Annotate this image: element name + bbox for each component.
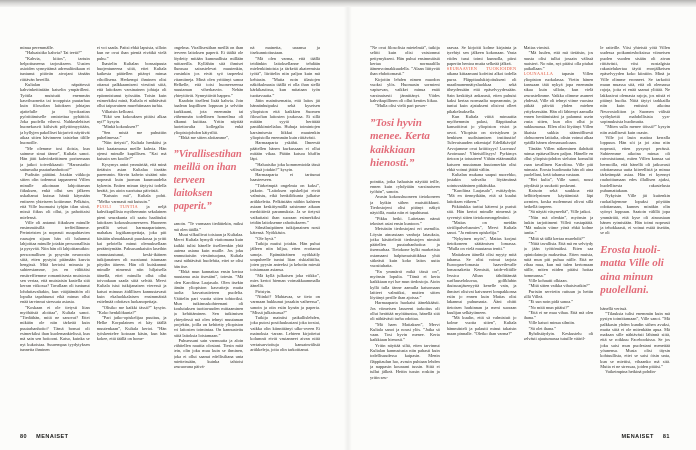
paragraph: ”Niitä tavallisia. Että mä en selviydy ja jään työttömäksi. Etten saa opintolainoja maksettua. Etten muista, mitä mun piti puhua niille. Että ne vihaa mua, kun mä tulen kertomaan niille, miten niiden pitäisi hoitaa hommansa.” — [523, 240, 594, 278]
paragraph: ”Koskaan ei ole tietysti liian myöhäistä aloittaa”, Kultala sanoi. ”Tiedäthän, mitä ne sanovat? Ettei mikään ole niin tärkeää kuin puutarhanhoito? Tämä bonsai oli esimerkiksi ihan kuolemankielissä, kun mä sain sen hoitooni. Katso, kuinka se nyt kukoistaa. Suurempaa tyydytyksen tunnetta ihminen — [20, 304, 90, 352]
right-column-1 — [370, 45, 440, 421]
paragraph: ei voi saada. Paitsi ehkä lapsista, silloin kun ne ovat ihan pieniä eivätkä vielä puhu.” — [96, 45, 167, 61]
paragraph: Avasin kokoushuoneen tietokoneen ja kytkin siihen muistitikkuni. Tiedostojeni olisi pitänyt näkyä näytöllä, mutta niin ei tapahtunut. — [370, 194, 440, 216]
paragraph: ”Mä olen varma, että täällä teidänkin laitoksellanne tehdään mielenkiintoista ja tärkeää akateemista työtä”, liirittelin niin paljon kuin mä kehtasin. ”Mutta noin tilastojen näkökulmasta täällä ei olla ihan siellä kärkikastissa, kun mitataan työn tuottavuutta.” — [250, 55, 320, 98]
right-column-1-top-text — [370, 45, 440, 109]
paragraph: raavaa. Se kirjoitti kolme kirjainta ja tyrehtyi sen jälkeen kokonaan. Vasta viides tussi toimi kunnolla, piirsi paperiin hentoa mutta selkeää jälkeä. — [446, 45, 517, 66]
left-column-4 — [250, 45, 320, 421]
paragraph: Ryhdistäydyin. Keskustelu oli selvästi ajautumassa tutuille vääril- — [523, 331, 594, 342]
paragraph: ”Me olemme tosi iloisia, kun saimme sinut tänne”, Kultala sanoi. Hän jätti kahvinkeittimen porisemaan ja jatkoi toiveikkaasti: ”Harrastatko sattumalta puutarhanhoitoa?” — [20, 145, 90, 172]
paragraph: Pitkätukka tarttui käteeni ja puristi sitä. Hän kertoi minulle nimensä ja syventyi sitten tietokoneongelmiini. — [446, 203, 517, 220]
paragraph: ”Eikö sen kokouksen pitäisi alkaa nyt?” kysyin. — [96, 113, 167, 125]
paragraph: ”Mitä sitten vaikka vihaisivatkin?” — [528, 283, 590, 289]
pull-quote-right-2: Erosta huolimatta Ville oli aina minun puolellani. — [600, 243, 664, 297]
paragraph: Pudistin päätäni. Jotakin viikkoja sitten olin todennut tappaneeni Villen minulle aikoinaan lahjoittaman fiikuksen, enkä ollut sen jälkeen uskaltanut kutsua häntä käymään entiseen yhteiseen kotiimme. Pelkäsin, että Ville huomaisi tyhjän tilan siinä, missä fiikus oli ollut, ja pahoittaisi mielensä. — [20, 172, 90, 220]
paragraph: Ville joi lasin maitoa kerralla loppuun. Hän söi ja joi aina niin nopeasti, etten pysynyt perässä. Suhteemme aikoina minua oli raivostuttanut, miten Villen kanssa sai hermoilla, että hänellä oli jatkuvasti odottamassa uutta kiireellistä ja minua tärkeämpää asiaa. Hän ei kyennyt rauhoittumaan edes illallisen ajaksi, huolellisesta rakastelusta puhumattakaan. — [600, 135, 670, 194]
paragraph: ”Ne ovat filosofisia mietelmiä”, tutkija selitti kuin olisi vaistonnut pettymykseni. Hän puhui ensimmäistä kertaa normaalilla äänenvoimakkuudella. ”Alaan liittyvää ihan ehdottomasti.” — [370, 45, 440, 77]
paragraph: le raiteille. Viisi yhteistä yötä Villen uudessa poikamiesboksissa viimeisen puolen vuoden sisään oli aivan riittävästi, viisi nostalgista rakastelukertaa täytti eronjälkeisen epäselvyyden koko kiintiön. Minä ja Ville olimme eronneet. Se tarkoitti muun muassa sitä, että oli olemassa rajoja, joita ei enää saanut ylittää. Ne lakkasivat olemasta rajoja, jos niistä ei pitänyt huolta. Niitä täytyi tarkkailla niin kuin entisinä aikoina Neuvostoliiton ja Suomen välistä vyöhykettä mahdollisista yya-sopimuksista huolimatta. — [600, 45, 670, 125]
paragraph: ongelma. Virallisestihan meillä on ihan terveen laitoksen paperit. Ei täältä ole löydetty mitään kummallista millään mittareilla. Kyllähän sitä ihmiset flunssaa sairastelevat muutenkin, varsinkin jos eivät syö tarpeeksi vitamiineja. Minä olen yrittänyt sanoa Helkelle, että toisi huoneeseensa muutaman viherkasvin. Nehän yhteyttävät. Synnyttävät happea.” — [173, 45, 244, 98]
section-lead: LOUNAALLA — [523, 71, 562, 77]
paragraph: ”Ehkä mun kannattaa ensin kertoa muutama asia itsestäni”, totesin. ”Mä olen Karoliina Laajasalo. Olen itsekin tämän yliopiston kasvatteja mutta tuolta kasvatustieteen puolelta. Väittelin pari vuotta sitten tohtoriksi. Mun tutkimuskohteenani oli koulutuksen tuottavuuden mittaaminen ja kehittäminen. Sen tutkimisen yhteydessä mä olen tehnyt muutaman projektin, joilla on kehitetty yliopiston eri laitosten toimintaa. On kannustettu niitä laitoksia loistamaan.” — [173, 269, 244, 338]
paragraph: Yritin näyttää siltä, etten tarvinnut Kultalan kannustusta niin pahasti kuin todellisuudessa kaipasin. Menin fläppitaulun luo, avasin puhtaan lehden ja nappasin kouraani tussin. Siitä ei tullut jälkeä. Heitin tussin roskiin ja yritin seu- — [370, 342, 440, 380]
paragraph: ”Sä olet ihana.” — [528, 325, 557, 331]
paragraph: Kysymys antoi ymmärtää, että minä tietäisin asian Kultalaa itseään paremmin. Särvin kahvin sisääni niin nopeasti kuin juoman kuumuudelta kykenin. Eniten minun täytyisi todella herätä, jos aioin suoriutua päivästä. — [96, 161, 167, 194]
right-column-4-bottom-text — [600, 306, 670, 375]
right-column-1-bottom-text — [370, 179, 440, 380]
paragraph: Vilkaisin kelloani. — [101, 108, 134, 114]
paragraph: Kaadoin itselleni lisää kahvia. Join haalean kupillisen loppuun ja selvitin kurkkuani, jota enemmän tai vähemmän todellinen homeilma oli alkanut kutittaa. Yritin näyttää luotettavalta kollegalta enkä yliopistojohdon kätyriltä. — [173, 97, 244, 135]
paragraph: Silmälasipäinen tutkijanainen nosti kätensä. Nyökkäsin. — [250, 225, 320, 236]
right-page — [370, 45, 670, 421]
paragraph: ”Mä kyllä julkaisen joka viikko”, mies kertoi hieman voimakkaammalla äänellä. — [250, 272, 320, 289]
right-column-2 — [447, 45, 517, 421]
paragraph: ”Mä kuulin, että sä valmistuit jo kolme vuotta sitten”, Kultala hämmästeli ja palautti minut takaisin maan pinnalle. ”Oletko ihan varma?” — [446, 315, 517, 337]
paragraph: ”Kutsuin mä”, Kultala pohti. ”Melko varmasti mä kutsuin.” — [96, 193, 167, 204]
paragraph: ”Mä luulen, että mä tietäisin, jos musta olisi tullut jossain välissä maisteri. No niin, nyt pitäisi olla piuhat paikallaan.” — [523, 50, 594, 72]
paragraph: ”Matias on meidän siviilipalvelusmies”, Mervi Kultala sanoi. ”Ja entinen opiskelija.” — [446, 219, 517, 236]
paragraph: Metsästin tiedostojani eri asemilta. Löysin ainoastaan vanhoja latauksia, jotka käsittelivät tiedostojen nimistä päätellen puutarhanhoitoa ja itsemurhaa. Tietokone hylki marketista ostamaani halpismuistitikkua yhtä sitkeästi kuin koko laitos uutta vuosituhatta. — [370, 226, 440, 269]
paragraph: Tänään Villen näkeminen ilahdutti minua epätavallisen paljon. Hänelle en ollut yliopistojohdon sieluton konsultti vaan tavallinen Karoliina. Ville piti minusta. Erosta huolimatta hän oli aina puolellani, ketä tahansa vastaan. — [523, 145, 594, 178]
right-page-number: 81 — [662, 434, 670, 440]
right-page-footer — [621, 434, 670, 440]
left-column-2 — [97, 45, 167, 421]
paragraph: minua peremmälle. — [20, 45, 54, 50]
paragraph: Ihastelin Kultalan bonsaipuuta huojentuneena siitä, ettei Kultala kaikesta päätellen pitänyt minua vihollisena. Herkempi ihminen olisi ottanut palkkaamiseni viestinä siitä, että laitoksen varsinainen johtaja oli epäonnistunut työssään. Toisin kuin esimerkiksi minä, Kultala ei nähtävästi ollut taipuvainen murehtimaan turhia. — [96, 60, 167, 109]
paragraph: ”Niinkö? Mahtavaa, se tieto on varmaan hukkunut jossakin vaiheessa”, sanoin ja otin esiin kynän ja paperia. ”Missä julkaisussa?” — [250, 293, 320, 315]
center-gutter-shadow — [344, 7, 352, 450]
section-lead: PUOLI TUNTIA — [96, 203, 147, 209]
paragraph: Muut vilkuilivat toisiaan ja Kultalaa. Mervi Kultala hymyili viattomana kuin kaikki tulisi hänelle itselleenkin yhtä uutena asiana kuin muille. Jos joku ammuttaisiin viestintuojana, Kultala osasi nähtävästi huolehtia, ettei se olisi hän itse. — [173, 231, 244, 269]
pull-quote-right-1: ”Tosi hyvin menee. Kerta kaikkiaan hienosti.” — [370, 116, 430, 170]
paragraph: Matias virnisti. — [523, 45, 551, 50]
paragraph: Ville kohautti olkiaan. — [528, 278, 568, 284]
paragraph: ”Karoliina Laajasalo”, esittäydyin. ”Mä en tiennytkään, että sä kuulut laitoksen väkeen.” — [446, 188, 517, 204]
paragraph: ”Miten sulla menee töissä?” kysyin niin asiallisesti kuin osasin. — [600, 124, 670, 135]
paragraph: ”Olisiko me kaikki tässä?” kysyin. ”Koko henkilökunta?” — [96, 304, 167, 315]
paragraph: Kirjoitin lehden nimen muodon vuoksi ylös. Huomasin sormieni vapisevan, vaikkei minua enää varsinaisesti jännittänyt. Viides kahvikupillinen oli ollut kenties liikaa. — [370, 76, 440, 103]
paragraph: LOUNAALLA tapasin Villen yliopiston ruokalassa. Vietin hänen kanssaan tätä nykyä jopa enemmän aikaa kuin silloin, kun vielä seurustelimme. Vaikka olimme asuneet yhdessä, Ville oli tehnyt viime vuosina pitkää päivää yhden miehen yrityksessään. Hän oli lähtenyt aamulla ennen heräämistäni ja palannut usein vasta sitten, kun olin ollut jo nukkumassa. Ellen olisi löytänyt Villen likaisia sukkia säännöllisesti olohuoneen lattialta, olisin voinut alkaa epäillä hänen olemassaoloaan. — [523, 71, 594, 146]
paragraph: ”Mulla olisi vielä pari power- — [375, 103, 428, 109]
left-column-3-top-text — [174, 45, 244, 140]
paragraph: ”Pikku hetki. Laitetaan nämä tekniset asiat ensin kuntoon.” — [370, 215, 440, 226]
paragraph: ”Niin tietysti”, Kultala henkäisi ja kävi kaatamassa meille kahvia. Hän ojensi minulle kupillisen. ”Kai mä kutsuin sen koolle?” — [96, 140, 167, 162]
paragraph: ”Kahvia, kiitos”, tartuin helpottuneena tarjoukseen. Uusien asioiden synnyttämä adrenaliinikaan ei tuntunut pitävän aivojani tänään riittävän hereillä. — [20, 55, 90, 82]
paragraph: ”Minkä kokouksen?” — [101, 124, 140, 130]
paragraph: ”Pari jatko-opiskelijaa puuttuu, ja Helke Korpulainen ei käy täällä muutenkaan”, Kultala kertoi. ”Hän työskentelee kotoaan käsin, kun hän kokee, että täällä on home- — [96, 315, 167, 342]
paragraph: ”Mä haen Matiaksen”, Mervi Kultala sanoi ja nousi ylös. ”Jatka sä vaan. Tosi hyvin menee. Kerta kaikkiaan hienosti.” — [370, 321, 440, 343]
paragraph: ”Sä näytät väsyneeltä”, Ville jatkoi. — [528, 209, 592, 215]
paragraph: ”Tärkeimpiä ongelmia on kaksi”, jatkoin. ”Laitoksen opiskelijat eivät valmistu, eikä henkilökunta julkaise artikkeleita. Pelkästään näihin kahteen asiaan keskittymällä saisimme aikaan merkittäviä parannuksia. Ja se tietysti vaikuttaisi ihan suoraan esimerkiksi teidän laitoksenne rahoitukseen.” — [250, 182, 320, 225]
paragraph: ”No mitä mun pitäisi?” — [528, 304, 570, 310]
paragraph: Matiaksen äänellä olisi myyty mitä tahansa. Se olisi voinut tarjota Euroopan-lomasta haaveilevalle lomaosaketta Kemistä, taide-eliitille Jessica Alban tähdittämää surffauselokuvaa, golfklubin ikuisuusjäsenyyttä kenelle vain, ja ihmiset olisivat kaivaneet lompakkonsa esiin jo ennen kuin Matias olisi lakannut puhumasta. Ääni ohitti tietoisen harkinnan ja meni suoraan kuulijan selkäytimeen. — [446, 251, 517, 315]
paragraph: ”Että ei ne mua vihaa. Että mä olen ihana.” — [523, 309, 594, 321]
left-column-3-bottom-text — [174, 221, 244, 369]
paragraph: Katsoin sekä suukkoa että hellittelynimen käyttämistä läpi sormien, koska molemmat olivat sillä hetkellä tarpeen. — [523, 188, 594, 209]
paragraph: Tutkija mainitsi paikallislehden, joka putosi postiluukustani joka torstai, vaikka olin kiinnittänyt ulko-oveen Ei mainoksia -tarran. Lehteen kirjoitetut kolumnit eivät vastanneet aivan niitä vertaisarvioituja kansainvälisiä artikkeleja, joita olin tarkoittanut. — [250, 315, 320, 352]
paragraph: PUOLI TUNTIA ja neljä kahvikupillista myöhemmin sekalainen pieni seurakunta oli saatu haalituksi laitoksen kokoushuoneeseen. Huoneen perällä seisoi harmaapartainen, mahakas logiikanopettaja, joka piti käsiään uhmakkaasti puuskassa ja yritti kai pelotella minut olemuksellaan perääntymään. Paksusankaisiin laseihin sonnustautunut, keski-ikäinen tutkijanainen oli suostunut istumaan pöydän ääreen. Hän oli kuiskannut minulle nimensä niin hiljaisella äänellä, ettei minulla ollut ollut toivoakaan saada siitä selvää. Mervi Kultala istui tutkijanaisen vieressä ja katsoi minuun äidillisen kannustavasti kuin ekaluokkalaisen ensimmäistä esitelmää odottava luokanopettaja. — [96, 203, 167, 305]
magazine-name: MENAISET — [36, 434, 69, 440]
paragraph: ”Haluaisiko joku kommentoida tässä välissä jotakin?” kysyin. — [250, 161, 320, 172]
left-page-footer — [20, 434, 69, 440]
paragraph: ”Mitä sä tällä kertaa murehdit?” — [528, 235, 585, 241]
paragraph: Puhuessani sain varmuutta ja aloin vähitellen nauttia olostani. Tiesin mitä tein, olin joku muu kuin se ihminen, joka ei ollut saanut edellisiltana unta mietteissään, kuinka tahtoisi seuraavana päivä- — [173, 337, 244, 370]
paragraph: hänellä verissä. — [600, 305, 628, 311]
paragraph: sanoin. ”Te varmaan tiedättekin, miksi mä olen täällä.” — [173, 221, 244, 232]
paragraph: Kultalan näprätessä kahvinkeitintään katselin ympärilleni. Työtila muistutti enemmän kasvihuonetta tai trooppista puutarhaa kuin filosofian laitoksen johtajan ajattelulle ja byrokratian pyörittämiselle omistettua pyhättöä. Joka puolella vihersi. Nahkealehtiset huonekasvit kiilsivät pölyttömyyttään, ja hyllyjen pakolliset kirjarivit näyttivät aikaa sitten hävinneen taistelun tilille huonoille. — [20, 82, 90, 146]
paragraph: SEURAAVIEN TUOKIOIDEN aikana kittaamani kofeiini alkoi todella purra. Fläppitaulukirjoitukseni oli maailmanennätysluokkaa sekä tiheydessään että epäselvyydessään. Sain keskittyä ankarasti, etten puhuisi kaksi kertaa normaalia nopeammin, ja tuntui kuin ajatukseni olisivat olleet pikakelauksella. — [446, 66, 517, 114]
paragraph: nä mainetta, uraansa ja itsekunnioitustaan. — [250, 45, 320, 56]
paragraph: ”Tilauksia tulisi enemmän kuin mä pystyn toimittamaan”, Ville sanoi. ”Mä palkkasin yhden kundin siihen avuksi, mutta siitä ei ole mitenkään apua. Mä maksan sille nähtävästi lähinnä siitä, että se roikkuu Facebookissa. Se jos joku saisi mun puolestani menettää yöunensa. Musta olisi täysin kohtuullista, ettei se saisi öisin unta, kun se miettisi, vihaanko mä sitä. Mutta ei ne stressaa, joiden pitäisi.” — [600, 310, 670, 369]
right-column-4 — [600, 45, 670, 421]
magazine-name: MENAISET — [621, 434, 654, 440]
paragraph: ”Sen mistä me puhuttiin puhelimessa.” — [96, 129, 167, 141]
paragraph: Tutkija mutisi jotakin. Hän puhui jälleen niin hiljaa, etten erottanut sanoja. Epämääräinen nyökkäily urapuheelle tuntui liian riskialttiilta, joten pyysin anteeksi ja kehotin miestä toistamaan asiansa. — [250, 240, 320, 273]
paragraph: ”Ehkä me sitten aloitamme”, — [178, 135, 230, 141]
paragraph: Kultalan mukana saapui nuorehko, jostakin sohvalta löytämänsä sointuvaääninen pitkätukka. — [446, 172, 517, 188]
left-page — [20, 45, 320, 421]
paragraph: ”Haluaisitko kahvia? Tai teetä?” — [25, 50, 82, 56]
page-top-edge — [0, 0, 696, 7]
paragraph: ”Nykyinen myös”, Matias korjasi tietokoneen säätämisen lomassa. ”Mulla on vielä muutama tentti.” — [446, 235, 517, 252]
section-lead: SEURAAVIEN TUOKIOIDEN — [446, 66, 517, 72]
paragraph: Piristyin. — [255, 288, 272, 294]
paragraph: Harmaaparta ei tarttunut haasteeseen. — [250, 172, 320, 183]
paragraph: ”En ymmärrä mikä tässä on”, myönsin lopulta. ”Tämä ei kerta kaikkiaan nyt lue mun tiedostoja. Aioin kyllä tulla tänne aamulla katsomaan laitteet valmiiksi, mutten sitten löytänyt perille ihan ajoissa.” — [370, 268, 440, 301]
paragraph: Harmaaparta yskähti. Ilmeestä päätellen hänen kurkussaan ei ollut mitään vikaa. Päätin katsoa bluffin läpi. — [250, 140, 320, 162]
left-column-1 — [20, 45, 90, 421]
paragraph: Puristin servietin ruttuun ja heitin sillä Villeä. — [523, 288, 594, 299]
paragraph: Ville katsoi minua silmiin. — [528, 320, 576, 326]
paragraph: pointtia, jotka haluaisin näyttää teille, ennen kuin ryhdytään varsinaiseen työhön”, sanoin. — [370, 178, 440, 195]
paragraph: ”Ei sun noin pidä sanoa.” — [528, 299, 574, 305]
paragraph: Kun Kultala viittä minuuttia myöhemmin palasi, fläppitaulua kansoittivat jo yliopiston visiot ja arvot. Yliopisto on sivistyksen ja henkisen uudistumisen instituutio! Tulevaisuuden rakentaja! Edelläkävijä! Arvojamme ovat kriittisyys! Luovuus! Avoimuus! Yhteisöllisyys! Pyrkimys tietoon ja totuuteen! Vähän etäämmältä katsoen muutaman huutomerkin olisi ehkä voinut jättää väliin. — [446, 113, 517, 172]
left-column-3 — [174, 45, 244, 421]
paragraph: Harmaaparta huokaisi äänekkäästi. Jos viimeisen lauseeni tarkoitus oli ollut herättää myötätuntoa, hänellä sitä oli nähtävästi turha odottaa. — [370, 300, 440, 322]
pull-quote-left: ”Virallisestihan meillä on ihan terveen laitoksen paperit.” — [173, 149, 242, 213]
right-column-3 — [524, 45, 594, 421]
paragraph: Nykyisin Ville jäi kuitenkin ruokailujemme lopuksi pöytään odottamaan, kunnes minäkin olin syönyt loppuun. Saatoin välillä jopa ymmärtää, että kyse oli ainoastaan hänen rytmistään. Hän toimi nopeasti ja tehokkaasti, ei voinut estää itseään, se oli — [600, 193, 670, 236]
paragraph: Vaikeimpina hetkinä pohdin- — [605, 369, 657, 375]
right-column-4-top-text — [600, 45, 670, 236]
paragraph: Ville oli antanut fiikuksen minulle ensimmäisillä treffeillämme. Perinteisten ja nopeasti nuupahtavien ruusujen sijaan hän oli halunnut lahjoittaa minulle jotakin persoonallista ja pysyvää. Niin hän oli lahjoittanutkin: persoonallisen ja pysyvän neuroosin siitä, etten pystyisi pitämään kasvia hengissä. Mitä kertoisi minusta ja suhteestamme, jos en välittäisi ensitreffiemme romanttisesta muistosta sen vertaa, että muistaisin kastella sitä kerran viikossa? Tavallaan oli tuntunut lohduttavaltakin, kun vääjäämätön oli lopulta tapahtunut eikä minun ollut enää tarvinnut stressata asiasta. — [20, 219, 90, 305]
paragraph: ”Niin mä olenkin”, myönsin ja laskin tarjottimeni Villeä vastapäätä. ”Mä nukuin viime yönä ehkä kolme tuntia.” — [523, 214, 594, 236]
left-page-number: 80 — [20, 434, 28, 440]
paragraph: Jätin mainitsematta, että laitos jäi hännänhuipuksi sekä kyseisen yliopiston että kaikkien Suomen filosofian laitosten joukossa. Ei sillä mitään syytä herättää paniikkimielialaa. Huhuja toimintojen karsimisesta liikkui muutenkin yliopistolla enemmän kuin riittävästi. — [250, 97, 320, 141]
paragraph: ”Hei kulta”, Ville sanoi, nousi pöydästä ja suukotti poskeani. — [523, 177, 594, 188]
paragraph: ”Ole hyvä.” — [255, 235, 277, 241]
